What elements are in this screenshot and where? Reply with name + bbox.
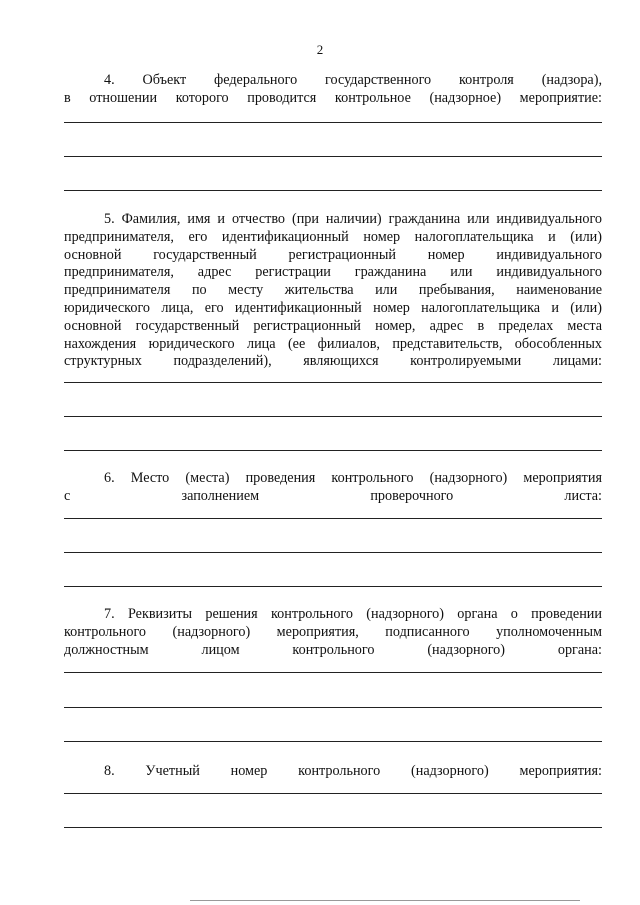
text-line: 8. Учетный номер контрольного (надзорного) мероприятия: — [104, 763, 602, 779]
text-line: основной государственный регистрационный номер индивидуального — [64, 246, 602, 263]
fill-in-line — [64, 156, 602, 157]
fill-in-line — [64, 827, 602, 828]
text-line: нахождения юридического лица (ее филиалов, представительств, обособленных — [64, 335, 602, 352]
text-line: контрольного (надзорного) мероприятия, подписанного уполномоченным — [64, 623, 602, 640]
text-line: с заполнением проверочного листа: — [64, 487, 602, 504]
text-line: 7. Реквизиты решения контрольного (надзорного) органа о проведении — [104, 606, 602, 622]
section-7-text — [64, 606, 602, 659]
scan-edge-line — [190, 900, 580, 901]
section-5-text — [64, 211, 602, 371]
text-line: юридического лица, его идентификационный номер налогоплательщика и (или) — [64, 299, 602, 316]
page-number: 2 — [316, 42, 324, 57]
text-line: должностным лицом контрольного (надзорного) органа: — [64, 641, 602, 658]
fill-in-line — [64, 450, 602, 451]
fill-in-line — [64, 793, 602, 794]
fill-in-line — [64, 416, 602, 417]
text-line: 4. Объект федерального государственного контроля (надзора), — [104, 72, 602, 88]
fill-in-line — [64, 741, 602, 742]
fill-in-line — [64, 122, 602, 123]
fill-in-line — [64, 707, 602, 708]
text-line: предпринимателя, адрес регистрации гражданина или индивидуального — [64, 264, 602, 281]
text-line: структурных подразделений), являющихся контролируемыми лицами: — [64, 353, 602, 370]
text-line: основной государственный регистрационный номер, адрес в пределах места — [64, 317, 602, 334]
fill-in-line — [64, 586, 602, 587]
section-4-text — [64, 72, 602, 108]
section-8-text — [64, 763, 602, 781]
text-line: 5. Фамилия, имя и отчество (при наличии) гражданина или индивидуального — [104, 211, 602, 227]
text-line: 6. Место (места) проведения контрольного (надзорного) мероприятия — [104, 470, 602, 486]
fill-in-line — [64, 190, 602, 191]
fill-in-line — [64, 382, 602, 383]
fill-in-line — [64, 518, 602, 519]
text-line: в отношении которого проводится контрольное (надзорное) мероприятие: — [64, 89, 602, 106]
section-6-text — [64, 470, 602, 506]
fill-in-line — [64, 552, 602, 553]
text-line: предпринимателя по месту жительства или пребывания, наименование — [64, 282, 602, 299]
text-line: предпринимателя, его идентификационный номер налогоплательщика и (или) — [64, 228, 602, 245]
fill-in-line — [64, 672, 602, 673]
